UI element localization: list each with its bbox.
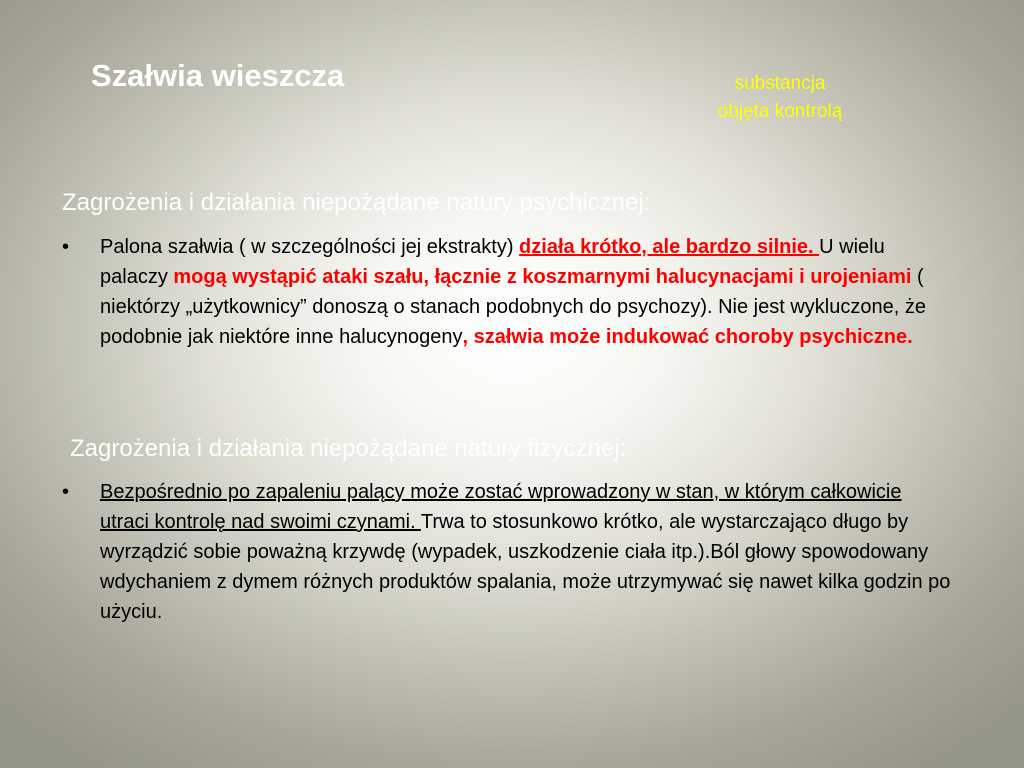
text-segment: ( niektórzy „użytkownicy” donoszą o stanach podobnych do psychozy). Nie jest wykluczone, że podobnie jak niektóre inne halucynogeny <box>100 266 926 348</box>
warning-highlight: , szałwia może indukować choroby psychiczne. <box>462 326 913 348</box>
bullet-text-physical <box>100 477 954 627</box>
warning-highlight: mogą wystąpić ataki szału, łącznie z koszmarnymi halucynacjami i urojeniami <box>173 266 912 288</box>
controlled-substance-note <box>680 70 880 126</box>
section-heading-physical: Zagrożenia i działania niepożądane natury fizycznej: <box>70 435 627 462</box>
text-segment: Trwa to stosunkowo krótko, ale wystarczająco długo by wyrządzić sobie poważną krzywdę (wypadek, uszkodzenie ciała itp.).Ból głowy spowodowany wdychaniem z dymem różnych produktów spalania, może utrzymywać się nawet kilka godzin po użyciu. <box>100 511 951 623</box>
note-line-1: substancja <box>734 73 826 94</box>
bullet-item-physical <box>62 477 954 627</box>
bullet-icon: • <box>62 236 70 258</box>
text-segment: Palona szałwia ( w szczególności jej ekstrakty) <box>100 236 520 258</box>
text-segment: U wielu palaczy <box>100 236 885 288</box>
note-line-2: objęta kontrolą <box>717 101 843 122</box>
bullet-text-psychological <box>100 232 954 352</box>
underlined-text: Bezpośrednio po zapaleniu palący może zostać wprowadzony w stan, w którym całkowicie utraci kontrolę nad swoimi czynami. <box>100 481 902 533</box>
warning-highlight: działa krótko, ale bardzo silnie. <box>519 236 820 258</box>
section-heading-psychological: Zagrożenia i działania niepożądane natury psychicznej: <box>62 189 651 216</box>
bullet-icon: • <box>62 481 70 503</box>
slide-title: Szałwia wieszcza <box>91 58 345 93</box>
bullet-item-psychological <box>62 232 954 352</box>
